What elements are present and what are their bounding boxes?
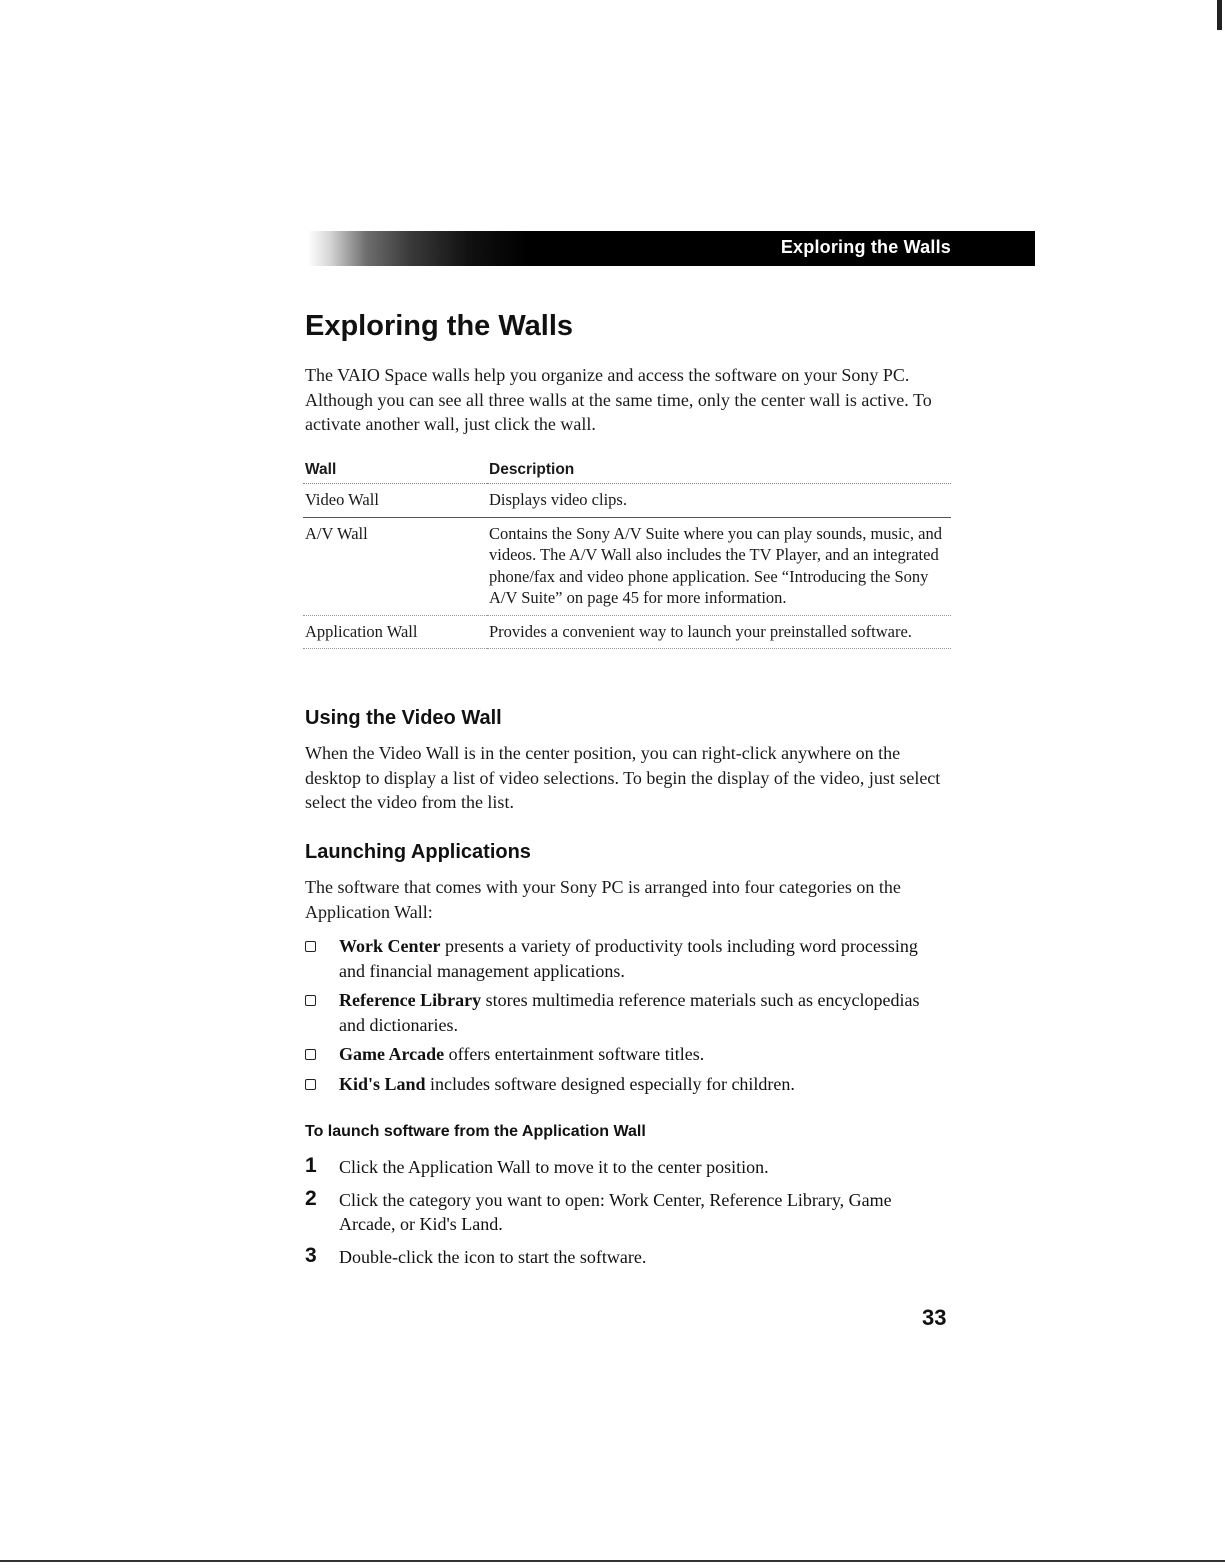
step-text: Click the Application Wall to move it to the center position.: [339, 1157, 769, 1177]
category-description: includes software designed especially for children.: [425, 1073, 795, 1094]
cell-wall-name: Application Wall: [303, 615, 487, 649]
checkbox-bullet-icon: [305, 995, 316, 1006]
procedure-heading: To launch software from the Application Wall: [305, 1123, 646, 1140]
category-term: Kid's Land: [339, 1073, 426, 1094]
step-number: 1: [305, 1154, 317, 1177]
step-text: Click the category you want to open: Work Center, Reference Library, Game Arcade, or Kid's Land.: [339, 1189, 892, 1234]
checkbox-bullet-icon: [305, 1049, 316, 1060]
scan-bottom-rule: [0, 1560, 1225, 1562]
checkbox-bullet-icon: [305, 941, 316, 952]
procedure-steps: [305, 1155, 945, 1277]
section-heading-launching-applications: Launching Applications: [305, 841, 531, 863]
step-number: 2: [305, 1186, 317, 1210]
cell-wall-description: Provides a convenient way to launch your preinstalled software.: [487, 615, 951, 649]
checkbox-bullet-icon: [305, 1079, 316, 1090]
column-header-wall: Wall: [303, 458, 487, 484]
cell-wall-name: A/V Wall: [303, 517, 487, 615]
step-text: Double-click the icon to start the software.: [339, 1246, 647, 1267]
category-term: Work Center: [339, 936, 441, 956]
list-item: [305, 1072, 945, 1097]
category-description: stores multimedia reference materials such as encyclopedias and dictionaries.: [339, 990, 920, 1035]
chapter-header-title: Exploring the Walls: [780, 237, 951, 257]
list-item: [305, 1155, 945, 1180]
video-wall-paragraph: When the Video Wall is in the center position, you can right-click anywhere on the desktop to display a list of video selections. To begin the display of the video, just select select the video from the list.: [305, 743, 941, 812]
table-row: [303, 615, 951, 649]
walls-table: [303, 458, 951, 649]
step-number: 3: [305, 1243, 317, 1267]
list-item: [305, 1188, 945, 1237]
cell-wall-name: Video Wall: [303, 484, 487, 518]
list-item: [305, 1245, 945, 1270]
page-number: 33: [922, 1305, 947, 1330]
chapter-header-band: [308, 231, 1035, 266]
table-header-row: [303, 458, 951, 484]
category-list: [305, 934, 945, 1101]
scan-edge-mark: [1217, 0, 1222, 30]
section-heading-video-wall: Using the Video Wall: [305, 707, 502, 729]
list-item: [305, 934, 945, 983]
list-item: [305, 1042, 945, 1067]
intro-paragraph: The VAIO Space walls help you organize and access the software on your Sony PC. Although you can see all three walls at the same time, only the center wall is active. To activate another wall, just click the wall.: [305, 365, 932, 434]
page-title: Exploring the Walls: [305, 310, 574, 342]
category-term: Game Arcade: [339, 1044, 445, 1064]
cell-wall-description: Contains the Sony A/V Suite where you can play sounds, music, and videos. The A/V Wall also includes the TV Player, and an integrated phone/fax and video phone application. See “Introducing the Sony A/V Suite” on page 45 for more information.: [487, 517, 951, 615]
category-description: offers entertainment software titles.: [444, 1044, 705, 1064]
list-item: [305, 988, 945, 1037]
column-header-description: Description: [487, 458, 951, 484]
category-description: presents a variety of productivity tools including word processing and financial management applications.: [339, 936, 918, 981]
launching-applications-paragraph: The software that comes with your Sony PC is arranged into four categories on the Application Wall:: [305, 877, 901, 922]
category-term: Reference Library: [339, 990, 482, 1010]
table-row: [303, 484, 951, 518]
cell-wall-description: Displays video clips.: [487, 484, 951, 518]
table-row: [303, 517, 951, 615]
